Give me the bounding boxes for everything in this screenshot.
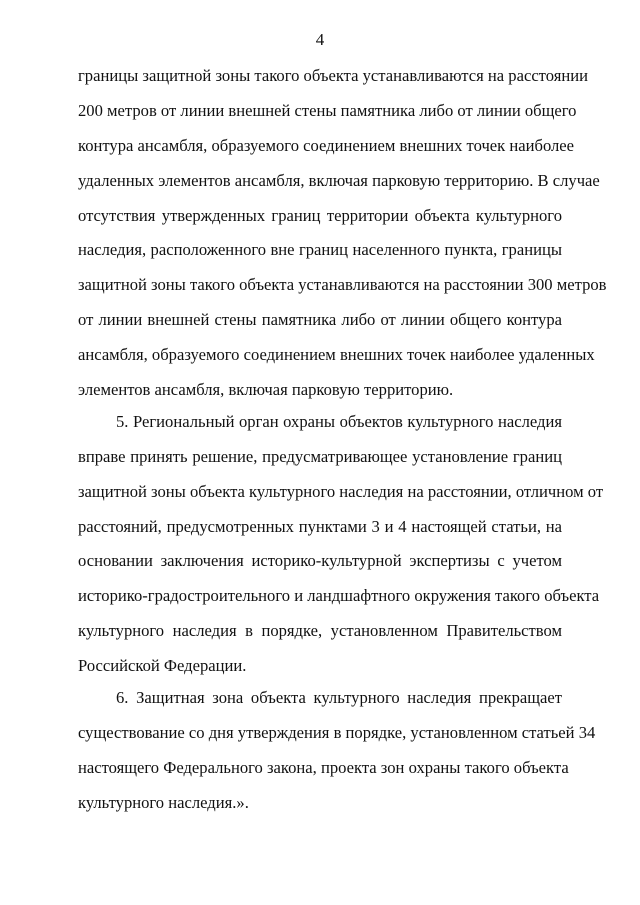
text-line: ансамбля, образуемого соединением внешних точек наиболее удаленных: [78, 345, 595, 364]
text-line: Российской Федерации.: [78, 656, 247, 675]
text-line: защитной зоны объекта культурного наследия на расстоянии, отличном от: [78, 482, 604, 501]
text-line: от линии внешней стены памятника либо от линии общего контура: [78, 310, 562, 329]
page-number: 4: [315, 30, 325, 49]
text-line: наследия, расположенного вне границ населенного пункта, границы: [78, 240, 562, 259]
text-line: 200 метров от линии внешней стены памятника либо от линии общего: [78, 101, 577, 120]
text-line: историко-градостроительного и ландшафтного окружения такого объекта: [78, 586, 600, 605]
text-line: границы защитной зоны такого объекта устанавливаются на расстоянии: [78, 66, 588, 85]
text-line: удаленных элементов ансамбля, включая парковую территорию. В случае: [78, 171, 600, 190]
text-line: основании заключения историко-культурной экспертизы с учетом: [78, 551, 562, 570]
paragraph-6-first-line: 6. Защитная зона объекта культурного наследия прекращает: [116, 688, 562, 707]
text-line: отсутствия утвержденных границ территории объекта культурного: [78, 206, 562, 225]
text-line: культурного наследия в порядке, установленном Правительством: [78, 621, 562, 640]
text-line: расстояний, предусмотренных пунктами 3 и 4 настоящей статьи, на: [78, 517, 562, 536]
text-line: контура ансамбля, образуемого соединением внешних точек наиболее: [78, 136, 575, 155]
text-line: защитной зоны такого объекта устанавливаются на расстоянии 300 метров: [78, 275, 607, 294]
paragraph-5-first-line: 5. Региональный орган охраны объектов культурного наследия: [116, 412, 562, 431]
text-line: настоящего Федерального закона, проекта зон охраны такого объекта: [78, 758, 569, 777]
text-line: существование со дня утверждения в порядке, установленном статьей 34: [78, 723, 596, 742]
text-line: элементов ансамбля, включая парковую территорию.: [78, 380, 454, 399]
text-line: вправе принять решение, предусматривающее установление границ: [78, 447, 562, 466]
text-line: культурного наследия.».: [78, 793, 249, 812]
